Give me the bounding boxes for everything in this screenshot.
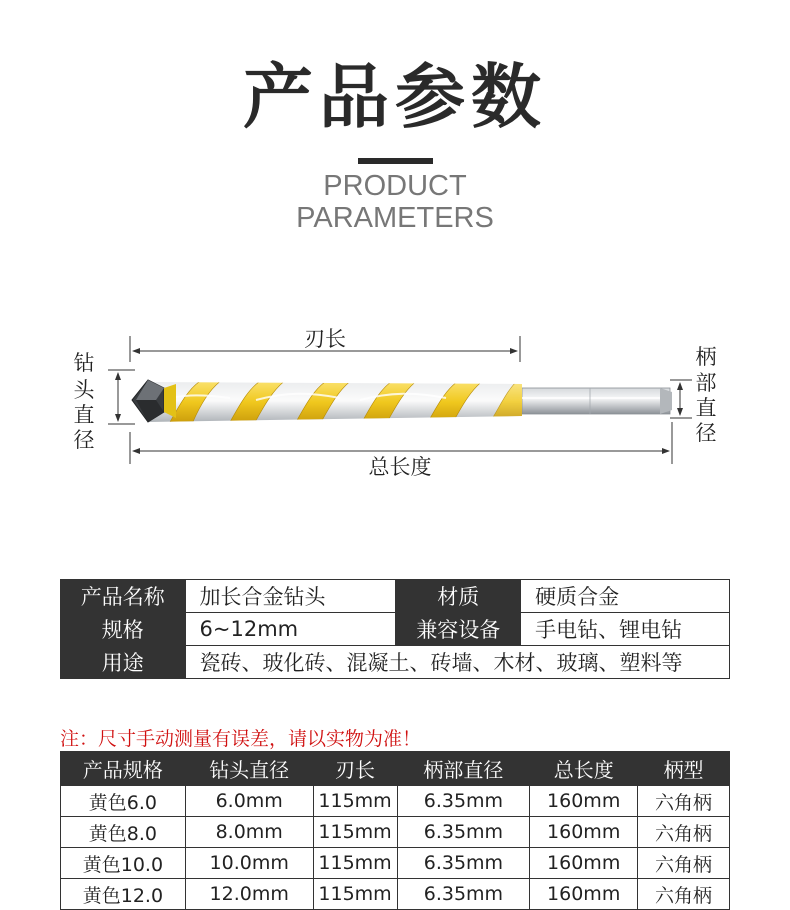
product-name-value: 加长合金钻头 — [185, 580, 396, 613]
page-title: 产品参数 — [243, 56, 547, 138]
head-diameter-char-4: 径 — [73, 428, 95, 452]
head-diameter-dimension — [108, 370, 135, 424]
spec-table-header — [61, 752, 730, 786]
table-cell: 6.35mm — [397, 786, 530, 817]
measurement-note: 注：尺寸手动测量有误差，请以实物为准！ — [60, 728, 422, 750]
table-row — [61, 786, 730, 817]
spec-header-cell: 总长度 — [530, 752, 638, 786]
table-cell: 黄色8.0 — [61, 817, 186, 848]
table-cell: 六角柄 — [638, 879, 730, 910]
compat-value: 手电钻、锂电钻 — [521, 613, 730, 646]
table-cell: 六角柄 — [638, 786, 730, 817]
table-cell: 6.35mm — [397, 817, 530, 848]
material-value: 硬质合金 — [521, 580, 730, 613]
total-length-label: 总长度 — [368, 455, 432, 479]
usage-label: 用途 — [61, 646, 186, 679]
spec-value: 6~12mm — [185, 613, 396, 646]
head-diameter-label — [74, 351, 96, 452]
table-cell: 115mm — [313, 786, 397, 817]
shank-diameter-char-3: 直 — [695, 396, 717, 420]
spec-header-cell: 钻头直径 — [185, 752, 313, 786]
spec-header-cell: 产品规格 — [61, 752, 186, 786]
product-params-table — [60, 579, 730, 679]
table-cell: 黄色10.0 — [61, 848, 186, 879]
spec-label: 规格 — [61, 613, 186, 646]
table-cell: 六角柄 — [638, 817, 730, 848]
table-row — [61, 817, 730, 848]
spec-header-cell: 柄部直径 — [397, 752, 530, 786]
subtitle-line-1: PRODUCT — [323, 170, 467, 202]
params-row-usage — [61, 646, 730, 679]
table-cell: 6.0mm — [185, 786, 313, 817]
shank-diameter-char-4: 径 — [695, 421, 717, 445]
spec-table — [60, 751, 730, 910]
table-cell: 10.0mm — [185, 848, 313, 879]
shank-diameter-label — [696, 345, 717, 445]
drill-bit — [132, 378, 672, 428]
table-cell: 六角柄 — [638, 848, 730, 879]
table-cell: 12.0mm — [185, 879, 313, 910]
head-diameter-char-3: 直 — [73, 403, 95, 427]
table-cell: 115mm — [313, 817, 397, 848]
usage-value: 瓷砖、玻化砖、混凝土、砖墙、木材、玻璃、塑料等 — [185, 646, 729, 679]
table-cell: 160mm — [530, 786, 638, 817]
table-cell: 6.35mm — [397, 848, 530, 879]
table-cell: 黄色12.0 — [61, 879, 186, 910]
table-cell: 115mm — [313, 879, 397, 910]
shank-diameter-dimension — [670, 380, 692, 418]
blade-length-label: 刃长 — [304, 327, 346, 351]
shank-diameter-char-2: 部 — [695, 371, 717, 395]
params-row-name — [61, 580, 730, 613]
params-row-spec — [61, 613, 730, 646]
subtitle-line-2: PARAMETERS — [296, 202, 494, 234]
material-label: 材质 — [396, 580, 521, 613]
spec-header-cell: 刃长 — [313, 752, 397, 786]
table-cell: 黄色6.0 — [61, 786, 186, 817]
table-cell: 115mm — [313, 848, 397, 879]
table-cell: 6.35mm — [397, 879, 530, 910]
table-row — [61, 848, 730, 879]
spec-header-cell: 柄型 — [638, 752, 730, 786]
head-diameter-char-2: 头 — [73, 378, 95, 402]
table-cell: 160mm — [530, 879, 638, 910]
title-divider — [358, 158, 433, 164]
page-subtitle — [0, 170, 790, 234]
table-cell: 160mm — [530, 817, 638, 848]
product-name-label: 产品名称 — [61, 580, 186, 613]
compat-label: 兼容设备 — [396, 613, 521, 646]
shank-diameter-char-1: 柄 — [695, 345, 717, 369]
table-cell: 160mm — [530, 848, 638, 879]
drill-bit-diagram — [60, 318, 740, 488]
table-cell: 8.0mm — [185, 817, 313, 848]
head-diameter-char-1: 钻 — [73, 351, 95, 375]
table-row — [61, 879, 730, 910]
